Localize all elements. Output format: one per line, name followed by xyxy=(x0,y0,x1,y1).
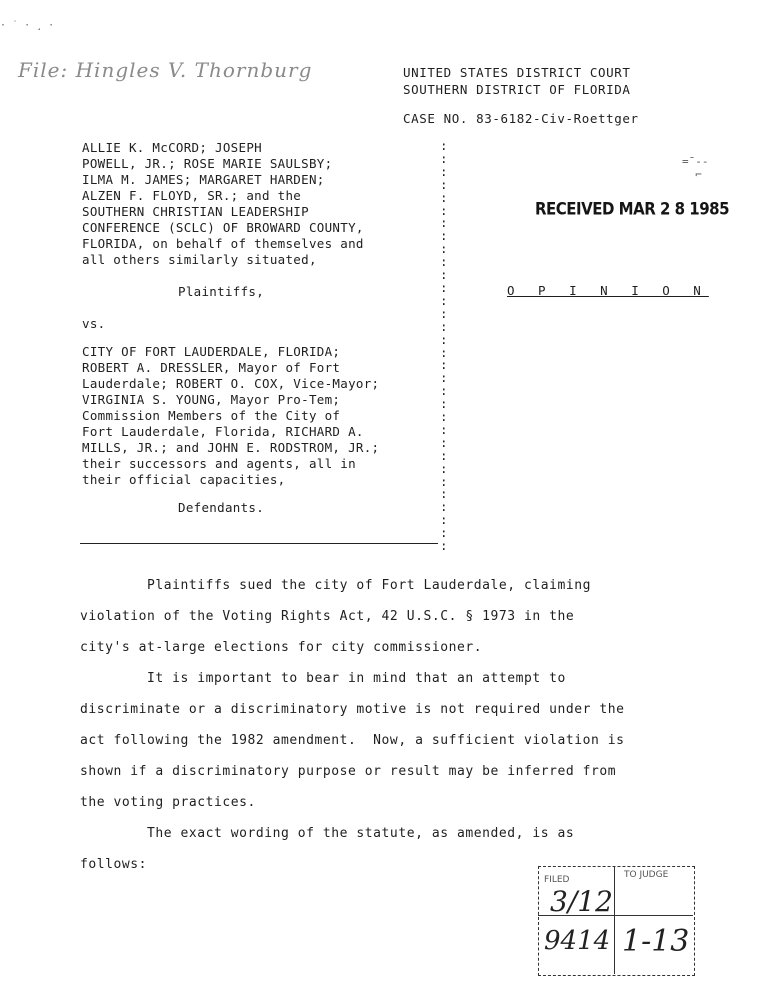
received-stamp: RECEIVED MAR 2 8 1985 xyxy=(535,198,730,220)
plaintiff-line: POWELL, JR.; ROSE MARIE SAULSBY; xyxy=(82,156,333,171)
body-line: violation of the Voting Rights Act, 42 U.S.C. § 1973 in the xyxy=(80,609,575,624)
defendants-label: Defendants. xyxy=(178,500,265,515)
plaintiffs-label: Plaintiffs, xyxy=(178,284,265,299)
defendant-line: their official capacities, xyxy=(82,472,286,487)
defendant-line: Fort Lauderdale, Florida, RICHARD A. xyxy=(82,424,364,439)
scan-specks: · ˙ · ¸ · xyxy=(0,20,55,31)
defendant-line: CITY OF FORT LAUDERDALE, FLORIDA; xyxy=(82,344,341,359)
stamp-bottom-left: 9414 xyxy=(544,926,611,956)
plaintiff-line: FLORIDA, on behalf of themselves and xyxy=(82,236,364,251)
stamp-filed-label: FILED xyxy=(544,875,570,885)
defendant-line: their successors and agents, all in xyxy=(82,456,356,471)
body-line: city's at-large elections for city commissioner. xyxy=(80,640,483,655)
body-line: discriminate or a discriminatory motive is not required under the xyxy=(80,702,625,717)
defendant-line: Lauderdale; ROBERT O. COX, Vice-Mayor; xyxy=(82,376,380,391)
defendant-line: ROBERT A. DRESSLER, Mayor of Fort xyxy=(82,360,341,375)
body-line: follows: xyxy=(80,857,148,872)
body-line: It is important to bear in mind that an attempt to xyxy=(80,671,566,686)
defendant-line: VIRGINIA S. YOUNG, Mayor Pro-Tem; xyxy=(82,392,341,407)
body-line: Plaintiffs sued the city of Fort Lauderdale, claiming xyxy=(80,578,591,593)
body-line: the voting practices. xyxy=(80,795,256,810)
handwritten-file-note: File: Hingles V. Thornburg xyxy=(18,58,313,82)
stamp-to-judge-label: TO JUDGE xyxy=(624,870,669,880)
plaintiff-line: ALZEN F. FLOYD, SR.; and the xyxy=(82,188,302,203)
case-number: CASE NO. 83-6182-Civ-Roettger xyxy=(403,111,639,126)
plaintiff-line: ALLIE K. McCORD; JOSEPH xyxy=(82,140,262,155)
stamp-divider-vertical xyxy=(614,866,615,974)
defendant-line: Commission Members of the City of xyxy=(82,408,341,423)
versus-label: vs. xyxy=(82,316,106,331)
plaintiff-line: SOUTHERN CHRISTIAN LEADERSHIP xyxy=(82,204,309,219)
caption-colon-column: : : : : : : : : : : : : : : : : : : : : : : : : : : : : : : : : xyxy=(440,138,448,554)
stamp-bottom-right: 1-13 xyxy=(622,924,690,959)
court-name: UNITED STATES DISTRICT COURT xyxy=(403,65,631,80)
defendant-line: MILLS, JR.; and JOHN E. RODSTROM, JR.; xyxy=(82,440,380,455)
court-district: SOUTHERN DISTRICT OF FLORIDA xyxy=(403,82,631,97)
stamp-filed-date: 3/12 xyxy=(550,885,613,918)
body-line: shown if a discriminatory purpose or result may be inferred from xyxy=(80,764,617,779)
plaintiff-line: ILMA M. JAMES; MARGARET HARDEN; xyxy=(82,172,325,187)
caption-divider xyxy=(80,543,438,544)
margin-mark: =̄ ‑‑ ⌐ xyxy=(682,155,709,181)
body-line: act following the 1982 amendment. Now, a sufficient violation is xyxy=(80,733,625,748)
plaintiff-line: all others similarly situated, xyxy=(82,252,317,267)
opinion-title: O P I N I O N xyxy=(507,283,709,298)
body-line: The exact wording of the statute, as amended, is as xyxy=(80,826,575,841)
plaintiff-line: CONFERENCE (SCLC) OF BROWARD COUNTY, xyxy=(82,220,364,235)
